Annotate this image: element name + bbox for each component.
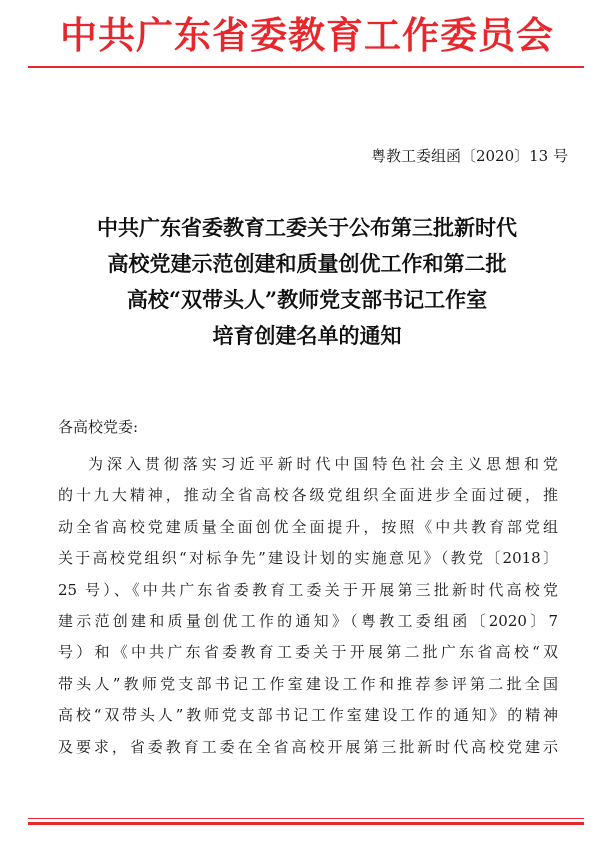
- title-line: 高校“双带头人”教师党支部书记工作室: [126, 287, 488, 312]
- header-red-rule: [28, 66, 584, 68]
- issuing-organization-header: 中共广东省委教育工作委员会: [60, 13, 554, 57]
- body-line: 为深入贯彻落实习近平新时代中国特色社会主义思想和党: [88, 455, 558, 473]
- body-line: 带头人”教师党支部书记工作室建设工作和推荐参评第二批全国: [58, 674, 558, 693]
- document-title: [40, 210, 574, 354]
- title-line: 培育创建名单的通知: [212, 323, 402, 348]
- body-line: 关于高校党组织“对标争先”建设计划的实施意见》（教党〔2018〕: [58, 549, 558, 568]
- body-line: 动全省高校党建质量全面创优全面提升，按照《中共教育部党组: [58, 517, 558, 536]
- title-line: 高校党建示范创建和质量创优工作和第二批: [107, 251, 507, 276]
- body-line: 的十九大精神，推动全省高校各级党组织全面进步全面过硬，推: [58, 486, 558, 505]
- salutation: 各高校党委:: [58, 418, 139, 436]
- body-line: 25 号）、《中共广东省委教育工委关于开展第三批新时代高校党: [58, 580, 558, 599]
- body-line: 号）和《中共广东省委教育工委关于开展第二批广东省高校“双: [58, 643, 558, 662]
- body-paragraph: [58, 449, 558, 763]
- footer-red-rule-thin: [28, 818, 584, 819]
- document-number: 粤教工委组函〔2020〕13 号: [370, 147, 568, 165]
- body-line: 高校“双带头人”教师党支部书记工作室建设工作的通知》的精神: [58, 706, 558, 725]
- body-line: 建示范创建和质量创优工作的通知》（粤教工委组函〔2020〕7: [58, 612, 558, 631]
- body-line: 及要求，省委教育工委在全省高校开展第三批新时代高校党建示: [58, 737, 558, 756]
- footer-red-rule-thick: [28, 822, 584, 825]
- title-line: 中共广东省委教育工委关于公布第三批新时代: [97, 215, 517, 240]
